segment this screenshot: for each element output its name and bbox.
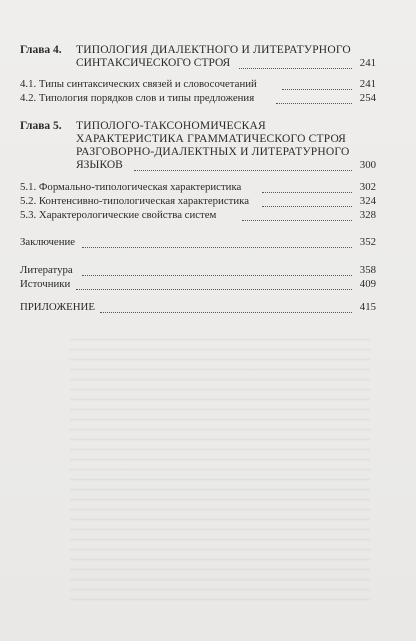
toc-row-literature bbox=[20, 264, 376, 277]
sources-page: 409 bbox=[359, 278, 376, 290]
section-5-2-page: 324 bbox=[359, 195, 376, 207]
chapter-5-title-line-2: ХАРАКТЕРИСТИКА ГРАММАТИЧЕСКОГО СТРОЯ bbox=[76, 133, 347, 145]
chapter-4-label: Глава 4. bbox=[20, 44, 62, 56]
leader-dots bbox=[100, 311, 352, 313]
leader-dots bbox=[262, 205, 352, 207]
conclusion-title: Заключение bbox=[20, 236, 76, 248]
appendix-page: 415 bbox=[359, 301, 376, 313]
chapter-5-page: 300 bbox=[359, 159, 376, 171]
toc-row-5-2 bbox=[20, 195, 376, 208]
leader-dots bbox=[134, 169, 352, 171]
section-5-1-page: 302 bbox=[359, 181, 376, 193]
leader-dots bbox=[282, 88, 352, 90]
leader-dots bbox=[262, 191, 352, 193]
chapter-5-title-line-3: РАЗГОВОРНО-ДИАЛЕКТНЫХ И ЛИТЕРАТУРНОГО bbox=[76, 146, 350, 158]
toc-row-appendix bbox=[20, 301, 376, 314]
section-5-3-page: 328 bbox=[359, 209, 376, 221]
literature-title: Литература bbox=[20, 264, 73, 276]
chapter-4-title-row bbox=[76, 57, 376, 70]
leader-dots bbox=[239, 67, 352, 69]
section-4-2-title: 4.2. Типология порядков слов и типы предложения bbox=[20, 92, 255, 104]
leader-dots bbox=[82, 274, 352, 276]
toc-row-conclusion bbox=[20, 236, 376, 249]
chapter-4-title-line-2: СИНТАКСИЧЕСКОГО СТРОЯ bbox=[76, 57, 231, 69]
show-through-texture bbox=[70, 330, 370, 600]
chapter-5-title-line-4: ЯЗЫКОВ bbox=[76, 159, 123, 171]
toc-row-sources bbox=[20, 278, 376, 291]
section-4-2-page: 254 bbox=[359, 92, 376, 104]
toc-row-4-2 bbox=[20, 92, 376, 105]
chapter-4-title-line-1: ТИПОЛОГИЯ ДИАЛЕКТНОГО И ЛИТЕРАТУРНОГО bbox=[76, 44, 351, 56]
section-5-1-title: 5.1. Формально-типологическая характеристика bbox=[20, 181, 242, 193]
section-5-2-title: 5.2. Контенсивно-типологическая характеристика bbox=[20, 195, 250, 207]
toc-row-5-1 bbox=[20, 181, 376, 194]
sources-title: Источники bbox=[20, 278, 71, 290]
chapter-5-title-line-1: ТИПОЛОГО-ТАКСОНОМИЧЕСКАЯ bbox=[76, 120, 266, 132]
chapter-4-page: 241 bbox=[359, 57, 376, 69]
leader-dots bbox=[276, 102, 352, 104]
toc-row-4-1 bbox=[20, 78, 376, 91]
leader-dots bbox=[242, 219, 352, 221]
section-4-1-page: 241 bbox=[359, 78, 376, 90]
literature-page: 358 bbox=[359, 264, 376, 276]
chapter-5-title-row bbox=[76, 159, 376, 172]
leader-dots bbox=[76, 288, 352, 290]
leader-dots bbox=[82, 246, 352, 248]
section-4-1-title: 4.1. Типы синтаксических связей и словосочетаний bbox=[20, 78, 257, 90]
appendix-title: ПРИЛОЖЕНИЕ bbox=[20, 301, 95, 313]
conclusion-page: 352 bbox=[359, 236, 376, 248]
section-5-3-title: 5.3. Характерологические свойства систем bbox=[20, 209, 217, 221]
chapter-5-label: Глава 5. bbox=[20, 120, 62, 132]
toc-row-5-3 bbox=[20, 209, 376, 222]
